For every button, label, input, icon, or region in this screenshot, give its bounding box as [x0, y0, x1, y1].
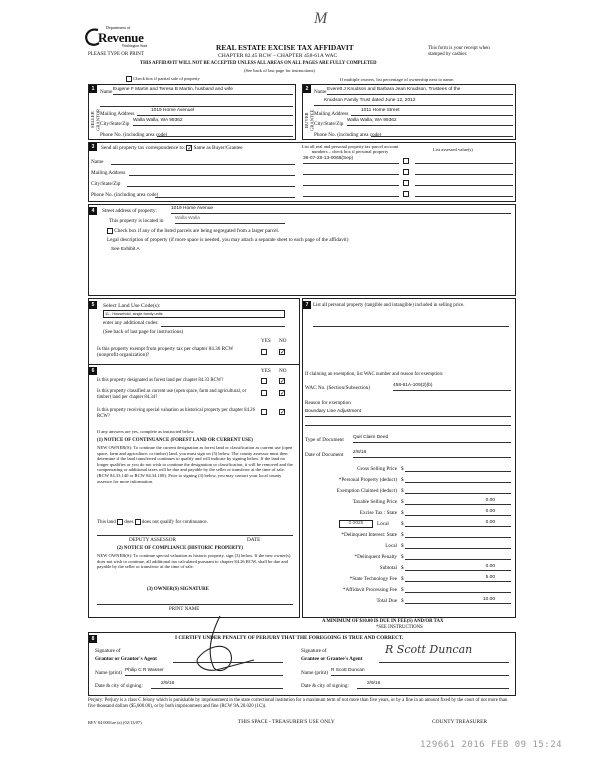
buyer-phone-label: Phone No. (including area code) — [314, 132, 382, 138]
if-any-yes: If any answers are yes, complete as instructed below. — [97, 429, 195, 434]
does-label: does — [124, 520, 134, 526]
gross-price-field[interactable] — [405, 465, 511, 472]
corr-city-field[interactable] — [127, 179, 295, 187]
segregated-label: Check box if any of the listed parcels are being segregated from a larger parcel. — [114, 228, 280, 235]
form-chapters: CHAPTER 82.45 RCW – CHAPTER 458-61A WAC — [218, 53, 338, 59]
qualify-label: qualify for continuance. — [159, 520, 208, 526]
affidavit-fee-dollar: $ — [401, 587, 404, 593]
parcel-header: List all real and personal property tax parcel account numbers – check box if personal property — [301, 144, 399, 155]
tech-fee-label: *State Technology Fee — [349, 576, 397, 582]
see-instructions-note: *SEE INSTRUCTIONS — [376, 625, 423, 630]
partial-sale-label: Check box if partial sale of property — [133, 76, 200, 82]
gross-price-label: Gross Selling Price — [356, 466, 397, 472]
open-no-checkbox[interactable] — [279, 390, 285, 396]
gross-dollar: $ — [401, 466, 404, 472]
corr-phone-field[interactable] — [155, 190, 295, 198]
section-3-badge: 3 — [89, 143, 97, 151]
corr-name-field[interactable] — [111, 157, 295, 165]
delinquent-state-label: *Delinquent Interest: State — [341, 532, 397, 538]
delinquent-local-label: Local — [385, 543, 397, 549]
county-treasurer: COUNTY TREASURER — [432, 719, 487, 725]
assessed-value-field-2[interactable] — [415, 167, 513, 175]
seller-phone-label: Phone No. (including area code) — [100, 132, 168, 138]
yes-header-2: YES — [261, 368, 271, 374]
buyer-mailing-label: Mailing Address — [314, 111, 349, 117]
buyer-side-label: BUYER GRANTEE — [304, 109, 315, 131]
revenue-logo — [82, 24, 154, 50]
seller-city-label: City/State/Zip — [100, 121, 130, 127]
delinquent-penalty-dollar: $ — [401, 554, 404, 560]
grantee-date-field[interactable]: 2/9/16 — [357, 681, 509, 689]
personal-deduct-field[interactable] — [405, 476, 511, 483]
assessed-header: List assessed value(s) — [433, 147, 473, 152]
corr-city-label: City/State/Zip — [91, 181, 121, 187]
forest-question: Is this property designated as forest land per chapter 84.33 RCW? — [97, 378, 224, 383]
affidavit-fee-label: *Affidavit Processing Fee — [342, 587, 397, 593]
tech-fee-dollar: $ — [401, 576, 404, 582]
parcel-personal-checkbox-2[interactable] — [403, 169, 409, 175]
deputy-assessor-line[interactable] — [97, 530, 293, 536]
notice1-title: (1) NOTICE OF CONTINUANCE (FOREST LAND OR CURRENT USE) — [97, 438, 253, 443]
assessed-value-field-4[interactable] — [415, 189, 513, 197]
assessed-value-field-3[interactable] — [415, 178, 513, 186]
forest-yes-checkbox[interactable] — [261, 378, 267, 384]
delinquent-penalty-field[interactable] — [405, 553, 511, 560]
grantor-name-field[interactable]: Philip C R Wasser — [125, 668, 283, 676]
street-label: Street address of property: — [102, 208, 157, 214]
additional-codes-field[interactable] — [161, 319, 285, 327]
send-correspondence-label — [101, 145, 243, 152]
hist-no-checkbox[interactable] — [279, 409, 285, 415]
excise-state-label: Excise Tax : State — [359, 510, 397, 516]
buyer-mailing-field[interactable]: 1011 Home Street — [351, 108, 513, 116]
segregated-checkbox[interactable] — [107, 228, 113, 234]
local-dollar: $ — [401, 521, 404, 527]
parcel-number-field-4[interactable] — [303, 189, 399, 197]
located-field[interactable]: Walla Walla — [175, 216, 285, 224]
delinquent-penalty-label: *Delinquent Penalty — [354, 554, 397, 560]
taxable-price-label: Taxable Selling Price — [352, 499, 397, 505]
reason-field[interactable]: Boundary Line Adjustment — [305, 409, 511, 417]
land-use-see-back: (See back of last page for instructions) — [103, 329, 184, 335]
notice2-title: (2) NOTICE OF COMPLIANCE (HISTORIC PROPERTY) — [117, 546, 244, 551]
subtotal-label: Subtotal — [379, 565, 397, 571]
open-yes-checkbox[interactable] — [261, 390, 267, 396]
doc-type-label: Type of Document — [305, 437, 344, 443]
exempt-no-checkbox[interactable] — [279, 349, 285, 355]
certify-statement: I CERTIFY UNDER PENALTY OF PERJURY THAT THE FOREGOING IS TRUE AND CORRECT. — [175, 635, 404, 641]
buyer-section — [302, 84, 516, 140]
total-due-field[interactable]: 10.00 — [405, 597, 511, 604]
parcel-personal-checkbox-4[interactable] — [403, 191, 409, 197]
notice2-body: NEW OWNER(S): To continue special valuation as historic property, sign (3) below. If the new owner(s) does not wish to continue, all additional tax calculated pursuant to chapter 84.26 RCW, shall be due and payable by the seller or transferor at the time of sale. — [97, 553, 291, 570]
does-checkbox[interactable] — [117, 519, 123, 525]
claim-exemption-label: If claiming an exemption, list WAC number and reason for exemption: — [305, 372, 444, 377]
assessed-value-field-1[interactable] — [415, 156, 513, 164]
buyer-name-label: Name — [314, 89, 327, 95]
seller-mailing-field[interactable]: 1019 Home Avenuel — [137, 108, 293, 116]
delinquent-state-dollar: $ — [401, 532, 404, 538]
delinquent-state-field[interactable] — [405, 531, 511, 538]
deputy-assessor-label: DEPUTY ASSESSOR — [129, 537, 176, 543]
print-name-label: PRINT NAME — [169, 607, 200, 612]
doc-date-field[interactable]: 2/8/16 — [353, 450, 511, 458]
buyer-city-label: City/State/Zip — [314, 121, 344, 127]
certify-section — [88, 632, 516, 696]
correspondence-section — [88, 142, 516, 202]
rev-number: REV 84 0001ae (a) (02/13/07) — [88, 720, 142, 725]
personal-property-field[interactable] — [313, 321, 509, 327]
handwritten-m: M — [314, 10, 328, 27]
owner-signature-line[interactable] — [97, 599, 293, 605]
section-2-badge: 2 — [303, 85, 311, 93]
section-1-badge: 1 — [89, 85, 97, 93]
subtotal-dollar: $ — [401, 565, 404, 571]
section-4-badge: 4 — [89, 207, 97, 215]
segregated-row — [107, 228, 279, 235]
grantee-date-label: Date & city of signing: — [301, 683, 349, 689]
wac-field[interactable]: 458-61A-109(2)(b) — [393, 383, 511, 391]
personal-dollar: $ — [401, 477, 404, 483]
perjury-notice: Perjury: Perjury is a class C felony which is punishable by imprisonment in the state correctional institution for a maximum term of not more than five years, or by a fine in an amount fixed by the court of not more than five thousand dollars ($5,000.00), or by both imprisonment and fine (RCW 9A.20.020 (1C)). — [88, 698, 508, 709]
buyer-city-field[interactable]: Walla Walla, WA 99362 — [347, 118, 513, 126]
send-label: Send all property tax correspondence to: — [101, 145, 185, 152]
recording-stamp: 129661 2016 FEB 09 15:24 — [420, 740, 563, 750]
delinquent-local-field[interactable] — [405, 542, 511, 549]
grantee-sig-of: Signature of — [301, 648, 327, 654]
property-section — [88, 204, 516, 296]
exempt-yes-checkbox[interactable] — [261, 349, 267, 355]
hist-yes-checkbox[interactable] — [261, 409, 267, 415]
grantor-date-field[interactable]: 2/9/16 — [151, 681, 283, 689]
buyer-name-field-2[interactable]: Knudson Family Trust dated June 12, 2012 — [314, 98, 513, 106]
grantor-signature-scribble — [184, 612, 264, 682]
exempt-question: Is this property exempt from property tax per chapter 84.36 RCW (nonprofit organization)? — [97, 346, 234, 358]
receipt-note: This form is your receipt when stamped by cashier. — [428, 46, 490, 57]
land-use-code-field[interactable]: 11 - Household, single family units — [103, 310, 285, 318]
reason-label: Reason for exemption — [305, 400, 351, 406]
multiple-owners-note: If multiple owners, list percentage of ownership next to name. — [340, 77, 455, 82]
local-label: Local — [377, 521, 389, 527]
seller-name-field[interactable]: Eugene F Martin and Teresa B Martin, husband and wife — [113, 87, 293, 95]
yes-header-1: YES — [261, 338, 271, 344]
grantee-name-field[interactable]: R Scott Duncan — [331, 668, 509, 676]
grantor-agent-label: Grantor or Grantor's Agent — [95, 656, 157, 662]
open-question: Is this property classified as current use (open space, farm and agricultural, or timber) land per chapter 84.34? — [97, 389, 247, 400]
same-as-buyer-checkbox[interactable] — [186, 145, 192, 151]
dept-name: Department of — [106, 25, 131, 30]
no-header-2: NO — [279, 368, 287, 374]
legal-description[interactable]: See Exhibit A — [111, 247, 140, 252]
treasurer-space: THIS SPACE - TREASURER'S USE ONLY — [238, 719, 335, 725]
subtotal-field[interactable]: 0.00 — [405, 564, 511, 571]
section-6-badge: 6 — [89, 367, 97, 375]
minimum-due-note: A MINIMUM OF $10.00 IS DUE IN FEE(S) AND/OR TAX — [322, 619, 444, 624]
street-field[interactable]: 1019 Home Avenue — [171, 206, 511, 214]
taxable-price-field[interactable]: 0.00 — [405, 498, 511, 505]
section-8-badge: 8 — [89, 635, 97, 643]
parcel-number-field-3[interactable] — [303, 178, 399, 186]
grantee-handwritten-signature: R Scott Duncan — [385, 643, 473, 656]
partial-sale-checkbox[interactable] — [126, 76, 132, 82]
grantor-date-label: Date & city of signing: — [95, 683, 143, 689]
seller-name-label: Name — [100, 89, 113, 95]
same-as-buyer-label: Same as Buyer/Grantee — [193, 145, 243, 152]
deputy-date-label: DATE — [247, 537, 261, 543]
exemption-dollar: $ — [401, 488, 404, 494]
seller-section — [88, 84, 296, 140]
form-see-back: (See back of last page for instructions) — [244, 68, 315, 73]
forest-no-checkbox[interactable] — [279, 378, 285, 384]
taxable-dollar: $ — [401, 499, 404, 505]
seller-phone-field[interactable] — [157, 129, 293, 137]
seller-name-line2 — [100, 101, 293, 107]
personal-deduct-label: *Personal Property (deduct) — [338, 477, 397, 483]
parcel-number-field[interactable]: 36-07-28-13-0068(Sep) — [303, 156, 399, 164]
grantor-sig-of: Signature of — [95, 648, 121, 654]
land-use-select-label: Select Land Use Code(s): — [103, 303, 161, 309]
local-rate-field[interactable]: 0.0025 — [339, 520, 373, 528]
no-header-1: NO — [279, 338, 287, 344]
this-land-label: This land — [97, 520, 116, 526]
seller-side-label: SELLER GRANTOR — [90, 108, 101, 132]
buyer-name-field[interactable]: Everett J Knudson and Barbara Jean Knudson, Trustees of the — [327, 87, 513, 95]
personal-property-label: List all personal property (tangible and intangible) included in selling price. — [313, 303, 465, 308]
hist-question: Is this property receiving special valuation as historical property per chapter 84.26 RCW? — [97, 408, 255, 419]
personal-property-section — [302, 298, 516, 618]
parcel-personal-checkbox-1[interactable] — [403, 158, 409, 164]
affidavit-fee-field[interactable] — [405, 586, 511, 593]
parcel-personal-checkbox-3[interactable] — [403, 180, 409, 186]
owner-signature-label: (3) OWNER(S) SIGNATURE — [147, 587, 209, 592]
reason-field-2[interactable] — [305, 420, 511, 426]
total-due-label: Total Due — [376, 598, 397, 604]
delinquent-local-dollar: $ — [401, 543, 404, 549]
please-type: PLEASE TYPE OR PRINT — [88, 52, 144, 57]
total-due-dollar: $ — [401, 598, 404, 604]
local-tax-field[interactable]: 0.00 — [405, 520, 511, 527]
doc-type-field[interactable]: Quit Claim Deed — [353, 435, 511, 443]
wac-label: WAC No. (Section/Subsection) — [305, 385, 370, 391]
corr-mailing-label: Mailing Address — [91, 170, 126, 176]
does-not-checkbox[interactable] — [135, 519, 141, 525]
doc-date-label: Date of Document — [305, 452, 344, 458]
grantor-name-label: Name (print) — [95, 670, 122, 676]
form-title: REAL ESTATE EXCISE TAX AFFIDAVIT — [216, 43, 354, 52]
grantee-name-label: Name (print) — [301, 670, 328, 676]
dept-state: Washington State — [122, 44, 148, 48]
form-notice: THIS AFFIDAVIT WILL NOT BE ACCEPTED UNLESS ALL AREAS ON ALL PAGES ARE FULLY COMPLETED — [140, 61, 377, 66]
partial-sale-row — [126, 76, 200, 82]
grantee-agent-label: Grantee or Grantee's Agent — [301, 656, 363, 662]
exemption-claimed-field[interactable] — [405, 487, 511, 494]
seller-mailing-label: Mailing Address — [100, 111, 135, 117]
parcel-number-field-2[interactable] — [303, 167, 399, 175]
continuance-row — [97, 519, 208, 526]
corr-name-label: Name — [91, 159, 104, 165]
dept-revenue: Revenue — [98, 30, 144, 45]
located-label: This property is located in — [109, 218, 164, 224]
does-not-label: does not — [141, 520, 159, 526]
land-use-qa-section — [88, 364, 300, 618]
section-7-badge: 7 — [303, 301, 311, 309]
tech-fee-field[interactable]: 5.00 — [405, 575, 511, 582]
legal-label: Legal description of property (if more space is needed, you may attach a separate sheet to each page of the affidavit) — [107, 237, 349, 243]
excise-state-field[interactable]: 0.00 — [405, 509, 511, 516]
buyer-phone-field[interactable] — [371, 129, 513, 137]
notice1-body: NEW OWNER(S): To continue the current designation as forest land or classification as current use (open space, farm and agriculture, or timber) land, you must sign on (3) below. The county assessor must then determine if the land transferred continues to qualify and will indicate by signing below. If the land no longer qualifies or you do not wish to continue the designation or classification, it will be removed and the compensating or additional taxes will be due and payable by the seller or transferor at the time of sale. (RCW 84.33.140 or RCW 84.34.108). Prior to signing (3) below, you may contact your local county assessor for more information. — [97, 445, 293, 484]
corr-phone-label: Phone No. (including area code) — [91, 192, 159, 198]
additional-codes-label: enter any additional codes: — [103, 320, 159, 326]
section-5-badge: 5 — [89, 301, 97, 309]
excise-state-dollar: $ — [401, 510, 404, 516]
exemption-claimed-label: Exemption Claimed (deduct) — [336, 488, 397, 494]
seller-city-field[interactable]: Walla Walla, WA 99362 — [133, 118, 293, 126]
corr-mailing-field[interactable] — [129, 168, 295, 176]
